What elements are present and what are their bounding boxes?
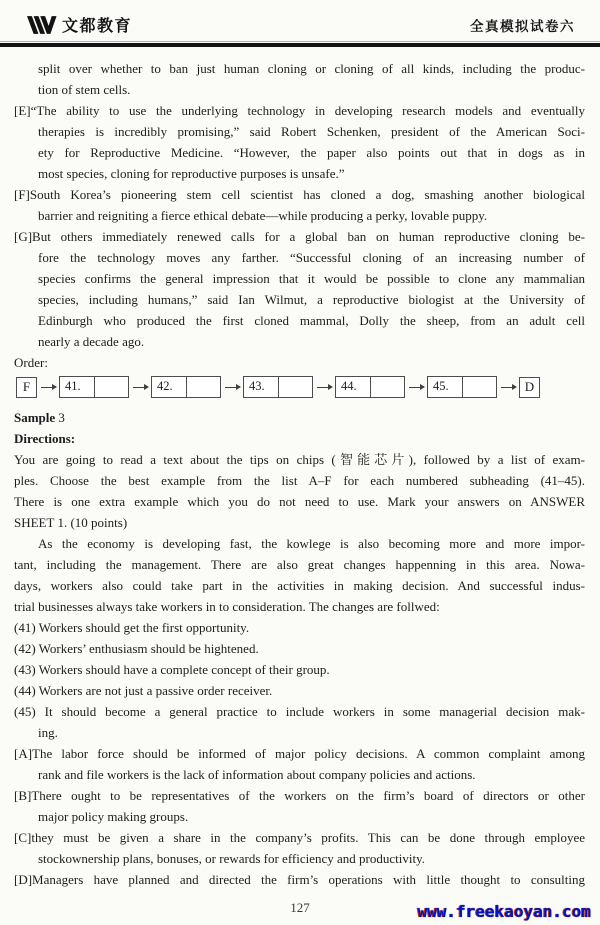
arrow-icon	[317, 387, 331, 388]
passage-line: barrier and reigniting a fierce ethical debate—while producing a perky, lovable puppy.	[38, 208, 488, 223]
paragraph-line: trial businesses always take workers in to consideration. The changes are follwed:	[14, 599, 440, 614]
arrow-icon	[133, 387, 147, 388]
slot-blank-cell	[279, 377, 312, 397]
passage-line: fore the technology moves any farther. “Successful cloning of an increasing number of	[38, 250, 585, 265]
sample-heading	[14, 407, 585, 428]
option-line: stockownership plans, bonuses, or rewards for efficiency and productivity.	[38, 851, 426, 866]
passage-line: ety for Reproductive Medicine. “However, the paper also points out that in dogs as in	[38, 145, 585, 160]
page-number: 127	[290, 900, 310, 915]
order-slot	[59, 376, 129, 398]
option-line: [D]Managers have planned and directed the firm’s operations with little thought to consulting	[14, 872, 585, 887]
order-label: Order:	[14, 355, 48, 370]
subheading-line: (45) It should become a general practice to include workers in some managerial decision mak-	[14, 704, 585, 719]
option-line: [B]There ought to be representatives of the workers on the firm’s board of directors or other	[14, 788, 585, 803]
passage-line: [G]But others immediately renewed calls for a global ban on human reproductive cloning be-	[14, 229, 585, 244]
paper-title: 全真模拟试卷六	[470, 18, 575, 34]
slot-number: 41.	[60, 377, 95, 397]
order-slot	[151, 376, 221, 398]
slot-number: 45.	[428, 377, 463, 397]
intro-paragraph-section	[14, 533, 585, 617]
paragraph-line: days, workers also could take part in the activities in making decision. And successful indus-	[14, 578, 585, 593]
subheading-line: (44) Workers are not just a passive order receiver.	[14, 683, 273, 698]
arrow-icon	[409, 387, 423, 388]
order-start-box: F	[16, 377, 37, 398]
subheading-list-section	[14, 617, 585, 743]
directions-line: You are going to read a text about the tips on chips (智能芯片), followed by a list of exam-	[14, 452, 585, 467]
page-content	[0, 47, 600, 890]
passage-line: Edinburgh who produced the first cloned mammal, Dolly the sheep, from an adult cell	[38, 313, 585, 328]
option-line: [A]The labor force should be informed of major policy decisions. A common complaint among	[14, 746, 585, 761]
order-end-box: D	[519, 377, 540, 398]
order-slot	[243, 376, 313, 398]
order-slots	[59, 376, 519, 398]
passage-line: [E]“The ability to use the underlying technology in developing research models and eventually	[14, 103, 585, 118]
directions-line: There is one extra example which you do not need to use. Mark your answers on ANSWER	[14, 494, 585, 509]
arrow-icon	[225, 387, 239, 388]
sample-heading-word: Sample	[14, 410, 56, 425]
passage-line: species, including humans,” said Ian Wilmut, a reproductive biologist at the University of	[38, 292, 585, 307]
slot-blank-cell	[187, 377, 220, 397]
passage-line: species confirms the general impression that it would be possible to clone any mammalian	[38, 271, 585, 286]
passage-line: [F]South Korea’s pioneering stem cell scientist has cloned a dog, smashing another biological	[14, 187, 585, 202]
watermark-link[interactable]: www.freekaoyan.com	[417, 902, 591, 921]
slot-number: 43.	[244, 377, 279, 397]
slot-blank-cell	[463, 377, 496, 397]
subheading-line: (42) Workers’ enthusiasm should be hightened.	[14, 641, 259, 656]
header-rule-thin	[0, 41, 600, 42]
options-section	[14, 743, 585, 890]
paragraph-line: As the economy is developing fast, the kowlege is also becoming more and more impor-	[38, 536, 585, 551]
passage-line: tion of stem cells.	[38, 82, 131, 97]
subheading-line: ing.	[38, 725, 58, 740]
page-header	[0, 0, 600, 41]
directions-heading: Directions:	[14, 431, 76, 446]
arrow-icon	[501, 387, 515, 388]
wendu-logo-icon	[27, 15, 57, 35]
directions-section	[14, 449, 585, 533]
passage-line: split over whether to ban just human cloning or cloning of all kinds, including the produc-	[38, 61, 585, 76]
order-slot	[427, 376, 497, 398]
directions-line: SHEET 1. (10 points)	[14, 515, 128, 530]
option-line: major policy making groups.	[38, 809, 189, 824]
passage-line: nearly a decade ago.	[38, 334, 145, 349]
slot-blank-cell	[95, 377, 128, 397]
arrow-icon	[41, 387, 55, 388]
subheading-line: (43) Workers should have a complete concept of their group.	[14, 662, 330, 677]
brand	[27, 13, 132, 36]
subheading-line: (41) Workers should get the first opportunity.	[14, 620, 250, 635]
slot-blank-cell	[371, 377, 404, 397]
slot-number: 44.	[336, 377, 371, 397]
slot-number: 42.	[152, 377, 187, 397]
order-slot	[335, 376, 405, 398]
passage-line: most species, cloning for reproductive purposes is unsafe.”	[38, 166, 345, 181]
sample-heading-number: 3	[58, 410, 65, 425]
passage-line: therapies is incredibly promising,” said Robert Schenken, president of the American Soci-	[38, 124, 585, 139]
passage-section	[14, 58, 585, 352]
option-line: rank and file workers is the lack of information about company policies and actions.	[38, 767, 476, 782]
directions-line: ples. Choose the best example from the list A–F for each numbered subheading (41–45).	[14, 473, 585, 488]
brand-name: 文都教育	[62, 18, 133, 35]
order-flowchart	[16, 376, 585, 398]
paragraph-line: tant, including the management. There are also great changes happenning in this area. Nowa-	[14, 557, 585, 572]
option-line: [C]they must be given a share in the company’s profits. This can be done through employee	[14, 830, 585, 845]
